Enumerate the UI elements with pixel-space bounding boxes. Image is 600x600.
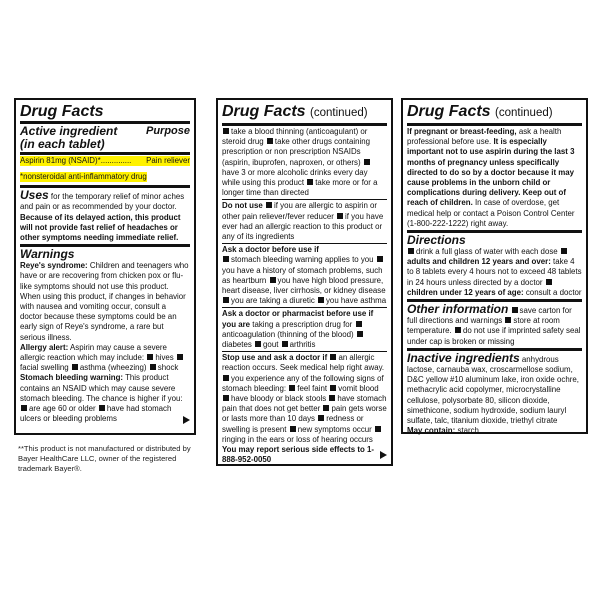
bullet-icon <box>455 327 461 333</box>
panel-title <box>407 103 582 122</box>
ingredient-row <box>20 156 190 166</box>
children-label: children under 12 years of age: <box>407 287 524 297</box>
report-side-effects: You may report serious side effects to 1-888-952-0050 <box>222 445 375 465</box>
stomach-label: Stomach bleeding warning: <box>20 373 124 383</box>
reye-text: Children and teenagers who have or are recovering from chicken pox or flu-like symptoms should not use this product. When using this product, if changes in behavior with nausea and vomiting occur, consult a doctor because these symptoms could be an early sign of Reye's syndrome, a rare but serious illness. <box>20 261 189 342</box>
panel-title <box>222 103 387 122</box>
inactive-ingredients-text: anhydrous lactose, carnauba wax, croscarmellose sodium, D&C yellow #10 aluminum lake, iron oxide ochre, methacrylic acid copolymer, microcrystalline cellulose, polysorbate 80, silicon dioxide, simethicone, sodium hydroxide, sodium lauryl sulfate, talc, titanium dioxide, triethyl citrate <box>407 354 579 426</box>
bullet-icon <box>505 317 511 323</box>
drug-facts-panel-1 <box>14 98 196 435</box>
bullet-icon <box>282 341 288 347</box>
do-not-use-section <box>222 199 387 242</box>
bullet-icon <box>223 128 229 134</box>
ingredient-dots: .............. <box>100 156 132 165</box>
panel-title: Drug Facts <box>20 103 104 120</box>
panel-title-continued: (continued) <box>310 107 368 119</box>
bullet-icon <box>150 364 156 370</box>
bullet-icon <box>323 405 329 411</box>
bullet-icon <box>147 354 153 360</box>
bullet-icon <box>289 385 295 391</box>
children-text: consult a doctor <box>525 287 582 297</box>
stomach-item: are age 60 or older <box>29 404 96 414</box>
uses-section <box>20 185 190 243</box>
stop-use-item: vomit blood <box>338 383 379 393</box>
stomach-text: This product contains an NSAID which may cause severe stomach bleeding. The chance is higher if you: <box>20 373 183 403</box>
other-information-heading: Other information <box>407 302 509 317</box>
may-contain-label: May contain: <box>407 426 456 436</box>
bullet-icon <box>337 213 343 219</box>
overdose-text: In case of overdose, get medical help or contact a Poison Control Center (1-800-222-1222) right away. <box>407 198 575 228</box>
pregnancy-warning: It is especially important not to use aspirin during the last 3 months of pregnancy unless specifically directed to do so by a doctor because it may cause problems in the unborn child or complications during delivery. Keep out of reach of children. <box>407 137 575 208</box>
ask-doctor-item: you have high blood pressure, heart disease, liver cirrhosis, or kidney disease <box>222 275 386 296</box>
bullet-icon <box>364 159 370 165</box>
continue-arrow-icon <box>380 451 387 459</box>
bullet-icon <box>290 426 296 432</box>
allergy-item: hives <box>155 353 174 363</box>
do-not-use-item: if you have ever had an allergic reaction to this product or any of its ingredients <box>222 211 384 242</box>
directions-heading: Directions <box>407 233 466 248</box>
inactive-ingredients-heading: Inactive ingredients <box>407 350 520 365</box>
stop-use-item: have bloody or black stools <box>231 394 327 404</box>
active-ingredient-subheading: (in each tablet) <box>20 137 105 151</box>
bullet-icon <box>223 297 229 303</box>
ingredient-row-wrap <box>20 152 190 184</box>
stop-use-item: have stomach pain that does not get better <box>222 394 387 414</box>
may-contain-text: starch <box>457 426 479 436</box>
warnings-section <box>20 244 190 424</box>
warning-item: take a blood thinning (anticoagulant) or steroid drug <box>222 127 368 147</box>
bullet-icon <box>266 202 272 208</box>
bullet-icon <box>255 341 261 347</box>
ask-pharmacist-section <box>222 307 387 350</box>
bullet-icon <box>318 297 324 303</box>
reye-label: Reye's syndrome: <box>20 261 88 271</box>
bullet-icon <box>408 248 414 254</box>
uses-text: for the temporary relief of minor aches and pain or as recommended by your doctor. <box>20 192 185 212</box>
bullet-icon <box>330 354 336 360</box>
ask-doctor-item: you have asthma <box>325 296 387 306</box>
directions-section <box>407 230 582 298</box>
purpose-heading: Purpose <box>145 125 190 137</box>
bullet-icon <box>307 179 313 185</box>
reye-warning <box>20 261 190 343</box>
ask-doctor-item: you have a history of stomach problems, such as heartburn <box>222 265 383 285</box>
continued-warnings <box>222 123 387 198</box>
stop-use-item: ringing in the ears or loss of hearing occurs <box>222 434 373 444</box>
bullet-icon <box>377 256 383 262</box>
bullet-icon <box>512 307 518 313</box>
stop-use-item: feel faint <box>297 383 328 393</box>
stomach-item: have had stomach ulcers or bleeding problems <box>20 404 172 424</box>
ask-pharmacist-item: arthritis <box>289 340 316 350</box>
ask-pharmacist-label: Ask a doctor or pharmacist before use if you are <box>222 309 374 329</box>
do-not-use-label: Do not use <box>222 201 263 211</box>
ask-doctor-item: you are taking a diuretic <box>231 296 315 306</box>
other-info-item: do not use if imprinted safety seal under cap is broken or missing <box>407 326 581 346</box>
warning-item: take more or for a longer time than directed <box>222 178 378 198</box>
ask-pharmacist-item: diabetes <box>222 340 252 350</box>
ask-pharmacist-text: taking a prescription drug for <box>252 319 353 329</box>
ingredient-purpose: Pain reliever <box>146 156 190 165</box>
bullet-icon <box>356 321 362 327</box>
warning-item: take other drugs containing prescription or non prescription NSAIDs (aspirin, ibuprofen, naproxen, or others) <box>222 137 371 167</box>
drug-facts-panel-3 <box>401 98 588 434</box>
bullet-icon <box>546 279 552 285</box>
allergy-item: shock <box>157 363 179 373</box>
stop-use-item: you experience any of the following signs of stomach bleeding: <box>222 373 384 393</box>
bullet-icon <box>223 375 229 381</box>
stop-use-label: Stop use and ask a doctor if <box>222 353 328 363</box>
panel-title-text: Drug Facts <box>407 103 491 120</box>
uses-bold-text: Because of its delayed action, this product will not provide fast relief of headaches or other symptoms needing immediate relief. <box>20 212 181 243</box>
ask-doctor-section <box>222 243 387 306</box>
adults-text: take 4 to 8 tablets every 4 hours not to exceed 48 tablets in 24 hours unless directed by a doctor <box>407 257 582 287</box>
active-ingredient-section <box>20 121 190 184</box>
ask-doctor-item: stomach bleeding warning applies to you <box>231 255 374 265</box>
bullet-icon <box>375 426 381 432</box>
stop-use-item: redness or swelling is present <box>222 414 364 434</box>
allergy-label: Allergy alert: <box>20 342 69 352</box>
ask-pharmacist-item: anticoagulation (thinning of the blood) <box>222 329 354 339</box>
bullet-icon <box>318 415 324 421</box>
ask-doctor-label: Ask a doctor before use if <box>222 245 319 255</box>
bullet-icon <box>177 354 183 360</box>
other-info-item: save carton for full directions and warnings <box>407 306 572 326</box>
warning-item: have 3 or more alcoholic drinks every day while using this product <box>222 167 368 188</box>
other-info-item: store at room temperature. <box>407 316 560 336</box>
trademark-footnote: **This product is not manufactured or distributed by Bayer HealthCare LLC, owner of the registered trademark Bayer®. <box>18 444 191 473</box>
warnings-heading: Warnings <box>20 247 75 262</box>
bullet-icon <box>99 405 105 411</box>
inactive-ingredients-section <box>407 348 582 437</box>
stomach-bleeding-warning <box>20 373 190 424</box>
bullet-icon <box>561 248 567 254</box>
bullet-icon <box>270 277 276 283</box>
do-not-use-item: if you are allergic to aspirin or other pain reliever/fever reducer <box>222 201 378 221</box>
active-ingredient-heading: Active ingredient <box>20 124 118 138</box>
continue-arrow-icon <box>183 416 190 424</box>
uses-heading: Uses <box>20 188 49 203</box>
allergy-item: facial swelling <box>20 363 69 373</box>
adults-label: adults and children 12 years and over: <box>407 257 551 267</box>
direction-item: drink a full glass of water with each dose <box>416 247 558 257</box>
ask-pharmacist-item: gout <box>263 340 279 350</box>
panel-title-continued: (continued) <box>495 107 553 119</box>
stop-use-item: pain gets worse or lasts more than 10 days <box>222 404 387 424</box>
ingredient-footnote: *nonsteroidal anti-inflammatory drug <box>20 172 147 182</box>
bullet-icon <box>330 385 336 391</box>
bullet-icon <box>267 138 273 144</box>
bullet-icon <box>357 331 363 337</box>
stop-use-item: new symptoms occur <box>297 424 372 434</box>
pregnancy-label: If pregnant or breast-feeding, <box>407 127 517 136</box>
stop-use-item: an allergic reaction occurs. Seek medical help right away. <box>222 353 385 373</box>
drug-facts-panel-2 <box>216 98 393 466</box>
bullet-icon <box>72 364 78 370</box>
allergy-alert <box>20 343 190 374</box>
allergy-text: Aspirin may cause a severe allergic reaction which may include: <box>20 342 167 363</box>
bullet-icon <box>223 395 229 401</box>
allergy-item: asthma (wheezing) <box>79 363 147 373</box>
bullet-icon <box>21 405 27 411</box>
other-information-section <box>407 299 582 347</box>
stop-use-section <box>222 351 387 465</box>
pregnancy-text: ask a health professional before use. <box>407 127 562 147</box>
bullet-icon <box>329 395 335 401</box>
ingredient-name: Aspirin 81mg (NSAID)* <box>20 156 101 165</box>
pregnancy-section <box>407 123 582 229</box>
bullet-icon <box>223 256 229 262</box>
panel-title-text: Drug Facts <box>222 103 306 120</box>
